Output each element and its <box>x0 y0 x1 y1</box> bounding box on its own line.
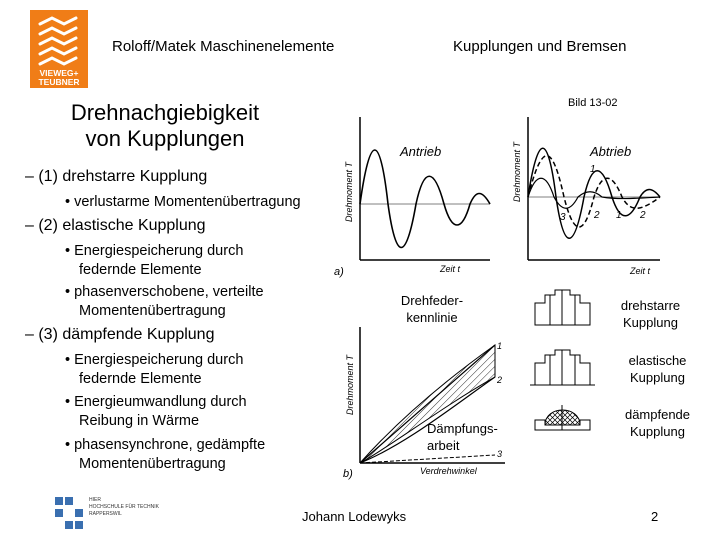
school-logo <box>55 495 185 531</box>
school-logo-mark <box>55 495 185 531</box>
item-elastic-sub-3: • phasenverschobene, verteilte <box>65 284 264 300</box>
spring-line-3 <box>360 455 495 463</box>
item-elastic: – (2) elastische Kupplung <box>25 217 206 234</box>
publisher-logo-mark <box>30 10 88 88</box>
damping-caption-line-2: arbeit <box>427 438 460 453</box>
legend-elastic-line-1: elastische <box>628 353 687 368</box>
slide-title-line-1: Drehnachgiebigkeit <box>70 100 260 125</box>
author: Johann Lodewyks <box>302 509 407 524</box>
damping-caption-line-1: Dämpfungs- <box>427 421 498 436</box>
slide-title <box>40 100 290 152</box>
chapter-title: Kupplungen und Bremsen <box>453 38 627 55</box>
spring-line-label-1: 1 <box>497 341 503 351</box>
school-name-2: HOCHSCHULE FÜR TECHNIK <box>89 504 159 510</box>
rigid-coupling-section <box>535 290 590 325</box>
legend-elastic-line-2: Kupplung <box>630 370 685 385</box>
publisher-name-1: VIEWEG+ <box>39 68 79 78</box>
publisher-name-2: TEUBNER <box>38 77 80 87</box>
legend-rigid <box>608 297 693 331</box>
part-b-label: b) <box>343 468 353 480</box>
curve-label-2a: 2 <box>594 210 600 221</box>
item-damping-sub-6: Momentenübertragung <box>79 456 226 472</box>
item-rigid: – (1) drehstarre Kupplung <box>25 168 208 185</box>
coupling-sections <box>520 285 605 460</box>
item-elastic-sub-2: federnde Elemente <box>79 262 202 278</box>
output-curve-damping <box>528 178 660 208</box>
torque-time-diagrams <box>334 112 670 284</box>
item-damping-sub-3: • Energieumwandlung durch <box>65 394 247 410</box>
spring-line-label-2: 2 <box>497 375 503 385</box>
publisher-logo <box>30 10 88 88</box>
legend-rigid-line-2: Kupplung <box>623 315 678 330</box>
spring-characteristic-diagram <box>345 325 515 485</box>
legend-damping <box>615 406 700 440</box>
damping-coupling-section <box>535 405 590 430</box>
drive-curve <box>360 150 490 248</box>
item-damping-sub-4: Reibung in Wärme <box>79 413 200 429</box>
item-elastic-sub-4: Momentenübertragung <box>79 303 226 319</box>
item-damping-sub-1: • Energiespeicherung durch <box>65 352 244 368</box>
curve-label-1b: 1 <box>590 164 596 175</box>
spring-y-label: Drehmoment T <box>345 354 355 416</box>
legend-damping-line-2: Kupplung <box>630 424 685 439</box>
output-curve-rigid <box>528 148 660 238</box>
item-damping-sub-5: • phasensynchrone, gedämpfte <box>65 437 266 453</box>
drive-title: Antrieb <box>400 144 442 159</box>
drive-x-label: Zeit t <box>440 264 461 274</box>
legend-rigid-line-1: drehstarre <box>620 298 681 313</box>
legend-damping-line-1: dämpfende <box>624 407 691 422</box>
spring-line-label-3: 3 <box>497 449 503 459</box>
slide-title-line-2: von Kupplungen <box>85 126 245 151</box>
elastic-coupling-section <box>530 350 595 385</box>
spring-caption-line-1: Drehfeder- <box>400 293 464 308</box>
curve-label-3: 3 <box>560 212 566 223</box>
item-damping: – (3) dämpfende Kupplung <box>25 326 215 343</box>
output-y-label: Drehmoment T <box>512 141 522 203</box>
spring-caption-line-2: kennlinie <box>406 310 458 325</box>
school-name-1: HIER <box>89 497 101 503</box>
drive-y-label: Drehmoment T <box>344 161 354 223</box>
output-title: Abtrieb <box>590 144 632 159</box>
curve-label-2b: 2 <box>640 210 646 221</box>
spring-x-label: Verdrehwinkel <box>420 466 477 476</box>
curve-label-1a: 1 <box>616 210 622 221</box>
item-rigid-sub-1: • verlustarme Momentenübertragung <box>65 194 301 210</box>
legend-elastic <box>615 352 700 386</box>
page-number: 2 <box>651 509 659 524</box>
item-damping-sub-2: federnde Elemente <box>79 371 202 387</box>
output-x-label: Zeit t <box>630 266 651 276</box>
part-a-label: a) <box>334 266 344 278</box>
damping-caption <box>427 420 507 454</box>
item-elastic-sub-1: • Energiespeicherung durch <box>65 243 244 259</box>
figure-reference: Bild 13-02 <box>568 97 618 109</box>
school-name-3: RAPPERSWIL <box>89 511 122 517</box>
spring-caption <box>392 292 472 326</box>
book-title: Roloff/Matek Maschinenelemente <box>112 38 335 55</box>
